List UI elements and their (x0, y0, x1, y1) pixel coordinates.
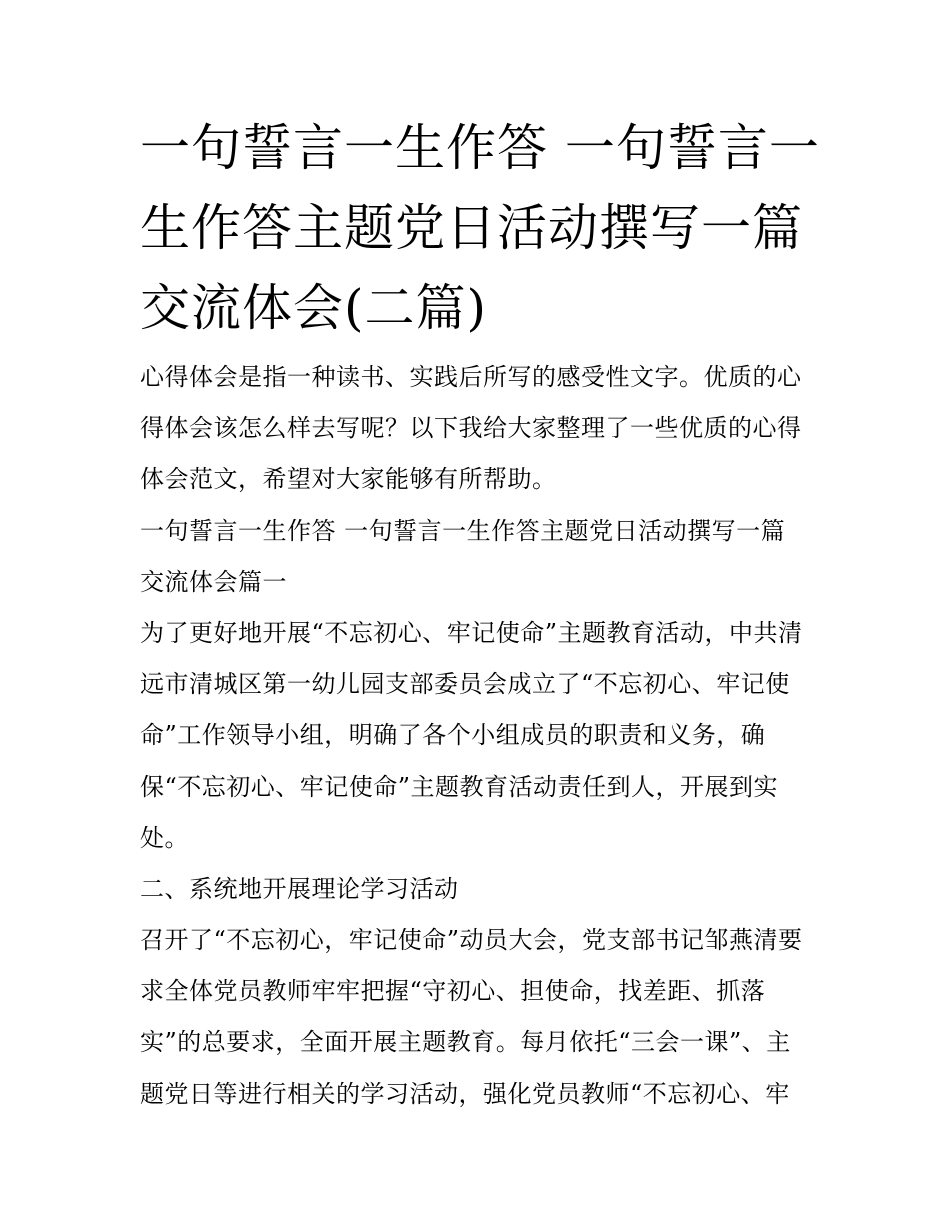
section-heading: 一句誓言一生作答 一句誓言一生作答主题党日活动撰写一篇 (140, 516, 786, 545)
body-line: 命”工作领导小组，明确了各个小组成员的职责和义务，确 (140, 721, 766, 750)
document-body (140, 352, 830, 1120)
body-line: 得体会该怎么样去写呢？以下我给大家整理了一些优质的心得 (140, 414, 802, 443)
body-line: 求全体党员教师牢牢把握“守初心、担使命，找差距、抓落 (140, 977, 766, 1006)
body-line: 保“不忘初心、牢记使命”主题教育活动责任到人，开展到实 (140, 772, 779, 801)
section-heading: 二、系统地开展理论学习活动 (140, 874, 459, 903)
body-line: 实”的总要求，全面开展主题教育。每月依托“三会一课”、主 (140, 1028, 791, 1057)
body-line: 体会范文，希望对大家能够有所帮助。 (140, 465, 557, 494)
body-line: 心得体会是指一种读书、实践后所写的感受性文字。优质的心 (140, 363, 802, 391)
title-line: 一句誓言一生作答 一句誓言一 (140, 119, 820, 177)
body-line: 召开了“不忘初心，牢记使命”动员大会，党支部书记邹燕清要 (140, 926, 803, 955)
body-line: 远市清城区第一幼儿园支部委员会成立了“不忘初心、牢记使 (140, 670, 790, 699)
body-line: 处。 (140, 823, 189, 852)
section-heading: 交流体会篇一 (140, 567, 287, 596)
document-title (140, 108, 820, 348)
body-line: 题党日等进行相关的学习活动，强化党员教师“不忘初心、牢 (140, 1079, 790, 1108)
body-line: 为了更好地开展“不忘初心、牢记使命”主题教育活动，中共清 (140, 618, 803, 647)
title-line: 生作答主题党日活动撰写一篇 (140, 199, 803, 257)
title-line: 交流体会(二篇) (140, 279, 488, 337)
